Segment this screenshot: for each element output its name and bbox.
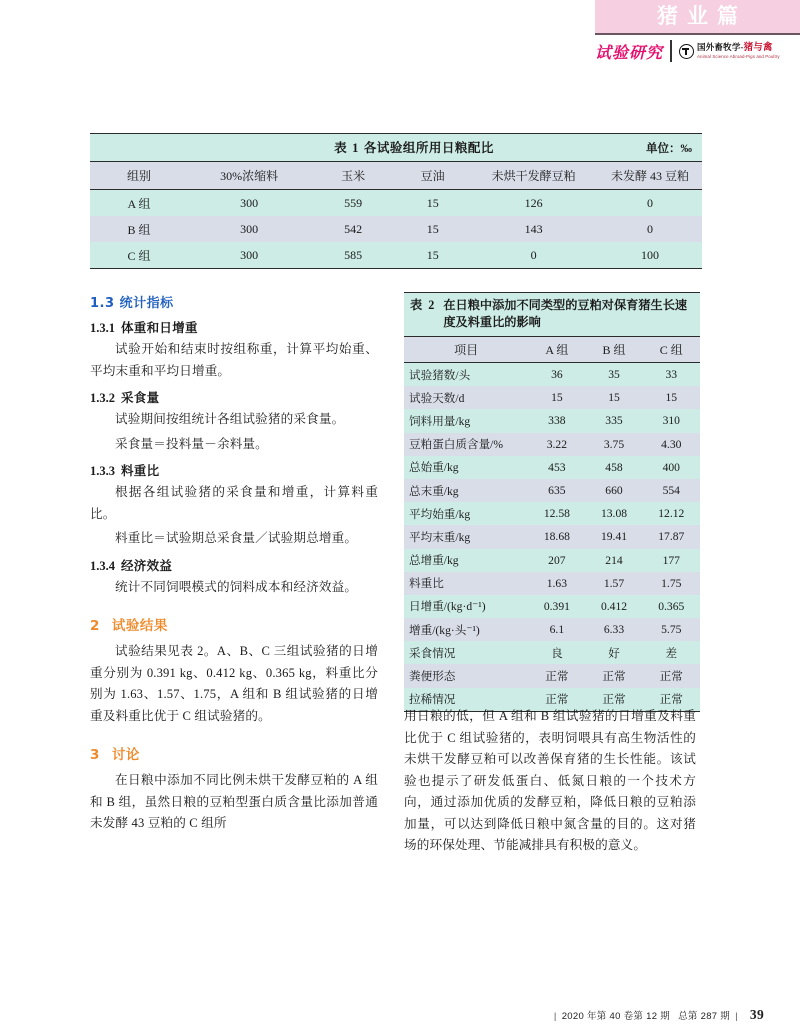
page-footer <box>549 1007 764 1023</box>
table-2-r4-c: 400 <box>643 456 700 479</box>
heading-discussion-number: 3 <box>90 747 100 763</box>
table-1 <box>90 133 702 269</box>
table-2-r5-item: 总末重/kg <box>404 479 528 502</box>
table-2-r14-item: 拉稀情况 <box>404 688 528 712</box>
heading-economics <box>90 556 378 574</box>
table-2-r13-c: 正常 <box>643 664 700 687</box>
table-1-r1-c3: 15 <box>396 216 469 242</box>
section-banner-label: 猪业篇 <box>657 4 747 28</box>
table-2-r2-a: 338 <box>528 409 585 432</box>
table-2-r4-item: 总始重/kg <box>404 456 528 479</box>
table-1-col-undried-fermented: 未烘干发酵豆粕 <box>469 162 598 190</box>
table-1-r2-c3: 15 <box>396 242 469 269</box>
heading-feed-ratio-text: 料重比 <box>121 464 160 478</box>
table-2-label-text: 表 <box>410 298 423 312</box>
table-2-col-group-a: A 组 <box>528 337 585 363</box>
table-1-unit: 单位：‰ <box>646 143 692 155</box>
table-2-r6-c: 12.12 <box>643 502 700 525</box>
table-2-r12-b: 好 <box>585 641 642 664</box>
heading-results-text: 试验结果 <box>111 618 168 634</box>
table-row <box>90 190 702 217</box>
table-2-r9-item: 料重比 <box>404 572 528 595</box>
table-1-container <box>90 133 702 269</box>
heading-discussion <box>90 743 378 763</box>
table-2-r7-a: 18.68 <box>528 525 585 548</box>
table-2-r6-a: 12.58 <box>528 502 585 525</box>
heading-discussion-text: 讨论 <box>111 747 140 763</box>
table-2-r3-a: 3.22 <box>528 433 585 456</box>
journal-subtitle-cn: 猪与禽 <box>743 42 773 53</box>
table-1-r2-c0: C 组 <box>90 242 188 269</box>
heading-economics-number: 1.3.4 <box>90 558 115 573</box>
table-2-r13-b: 正常 <box>585 664 642 687</box>
table-2-container <box>404 292 700 712</box>
table-1-number: 1 <box>352 141 359 155</box>
heading-results <box>90 614 378 634</box>
table-1-col-concentrate: 30%浓缩料 <box>188 162 310 190</box>
table-1-r1-c4: 143 <box>469 216 598 242</box>
table-2-r3-item: 豆粕蛋白质含量/% <box>404 433 528 456</box>
right-text-column <box>404 706 696 860</box>
table-2-r10-c: 0.365 <box>643 595 700 618</box>
table-1-r0-c2: 559 <box>310 190 396 217</box>
table-1-r0-c3: 15 <box>396 190 469 217</box>
table-2-r8-c: 177 <box>643 549 700 572</box>
table-row <box>90 242 702 269</box>
table-2-r3-b: 3.75 <box>585 433 642 456</box>
table-2-body <box>404 363 700 712</box>
table-1-col-group: 组别 <box>90 162 188 190</box>
table-row <box>404 641 700 664</box>
table-row <box>404 502 700 525</box>
heading-feed-intake-text: 采食量 <box>121 391 160 405</box>
table-1-col-corn: 玉米 <box>310 162 396 190</box>
table-row <box>404 549 700 572</box>
journal-name-cn: 国外畜牧学 <box>697 41 741 52</box>
table-2-r12-a: 良 <box>528 641 585 664</box>
heading-weight-gain-number: 1.3.1 <box>90 321 115 335</box>
para-feed-intake: 试验期间按组统计各组试验猪的采食量。 <box>115 412 345 426</box>
table-row <box>404 386 700 409</box>
table-1-r2-c2: 585 <box>310 242 396 269</box>
table-2-r13-a: 正常 <box>528 664 585 687</box>
table-1-r0-c1: 300 <box>188 190 310 217</box>
table-2-r11-a: 6.1 <box>528 618 585 641</box>
table-2-title: 在日粮中添加不同类型的豆粕对保育猪生长速度及料重比的影响 <box>443 298 688 329</box>
table-2-r12-c: 差 <box>643 641 700 664</box>
table-1-r0-c4: 126 <box>469 190 598 217</box>
para-discussion-right: 用日粮的低，但 A 组和 B 组试验猪的日增重及料重比优于 C 组试验猪的，表明饲喂具有高生物活性的未烘干发酵豆粕可以改善保育猪的生长性能。该试验也提示了研发低蛋白、低氮日粮的一个技术方向，通过添加优质的发酵豆粕，降低日粮的豆粕添加量，可以达到降低日粮中氮含量的目的。这对猪场的环保处理、节能减排具有积极的意义。 <box>404 709 696 852</box>
journal-logo-english: Animal Science Abroad-Pigs and Poultry <box>697 53 780 59</box>
table-2-col-item: 项目 <box>404 337 528 363</box>
table-2-col-group-c: C 组 <box>643 337 700 363</box>
para-feed-intake-formula: 采食量＝投料量－余料量。 <box>115 436 268 451</box>
table-2-r8-b: 214 <box>585 549 642 572</box>
table-2-label <box>410 297 434 314</box>
table-2-header-row <box>404 337 700 363</box>
para-feed-ratio: 根据各组试验猪的采食量和增重，计算料重比。 <box>90 485 378 521</box>
heading-statistics-text: 统计指标 <box>119 296 174 311</box>
table-row <box>404 363 700 387</box>
table-1-col-soyoil: 豆油 <box>396 162 469 190</box>
table-2-r7-b: 19.41 <box>585 525 642 548</box>
table-row <box>404 664 700 687</box>
page-number: 39 <box>749 1007 764 1022</box>
table-2-r10-a: 0.391 <box>528 595 585 618</box>
table-2-r4-a: 453 <box>528 456 585 479</box>
journal-logo-chinese <box>697 43 780 54</box>
para-discussion-left: 在日粮中添加不同比例未烘干发酵豆粕的 A 组和 B 组，虽然日粮的豆粕型蛋白质含量比添加普通未发酵 43 豆粕的 C 组所 <box>90 773 378 830</box>
table-1-r2-c5: 100 <box>598 242 702 269</box>
table-2-r12-item: 采食情况 <box>404 641 528 664</box>
section-banner <box>595 0 800 33</box>
left-text-column <box>90 292 378 838</box>
heading-economics-text: 经济效益 <box>121 558 173 573</box>
table-row <box>404 618 700 641</box>
table-2-r1-a: 15 <box>528 386 585 409</box>
heading-feed-ratio-number: 1.3.3 <box>90 464 115 478</box>
table-2-r9-a: 1.63 <box>528 572 585 595</box>
table-1-r0-c0: A 组 <box>90 190 188 217</box>
table-2-r9-b: 1.57 <box>585 572 642 595</box>
table-2-col-group-b: B 组 <box>585 337 642 363</box>
table-1-r1-c5: 0 <box>598 216 702 242</box>
journal-logo <box>679 43 780 59</box>
table-2-r7-item: 平均末重/kg <box>404 525 528 548</box>
heading-feed-intake <box>90 388 378 406</box>
heading-weight-gain <box>90 318 378 336</box>
vertical-divider <box>670 40 672 62</box>
table-row <box>404 572 700 595</box>
table-2-caption <box>404 292 700 337</box>
table-2-r1-item: 试验天数/d <box>404 386 528 409</box>
heading-feed-ratio <box>90 461 378 479</box>
masthead-divider-rule <box>595 33 800 35</box>
table-2-r13-item: 粪便形态 <box>404 664 528 687</box>
table-1-title: 各试验组所用日粮配比 <box>363 141 494 155</box>
journal-emblem-icon <box>679 44 694 59</box>
table-1-caption-cell <box>90 134 702 162</box>
table-2-r6-b: 13.08 <box>585 502 642 525</box>
logo-dash: - <box>740 41 744 52</box>
column-title: 试验研究 <box>595 42 664 62</box>
heading-feed-intake-number: 1.3.2 <box>90 391 115 405</box>
table-2-r14-a: 正常 <box>528 688 585 712</box>
table-2-r3-c: 4.30 <box>643 433 700 456</box>
table-2-r5-c: 554 <box>643 479 700 502</box>
table-2-r5-a: 635 <box>528 479 585 502</box>
table-1-header-row <box>90 162 702 190</box>
table-1-label: 表 <box>334 141 348 155</box>
table-2-r8-item: 总增重/kg <box>404 549 528 572</box>
table-1-r0-c5: 0 <box>598 190 702 217</box>
table-1-caption-row <box>90 134 702 162</box>
heading-weight-gain-text: 体重和日增重 <box>121 321 198 335</box>
footer-bar-left: | <box>553 1011 557 1022</box>
table-row <box>404 433 700 456</box>
table-2-r2-item: 饲料用量/kg <box>404 409 528 432</box>
table-2 <box>404 337 700 712</box>
table-2-r10-item: 日增重/(kg·d⁻¹) <box>404 595 528 618</box>
footer-serial: 总第 287 期 <box>678 1011 731 1022</box>
heading-statistics-number: 1.3 <box>90 296 115 311</box>
table-row <box>404 595 700 618</box>
para-economics: 统计不同饲喂模式的饲料成本和经济效益。 <box>115 579 358 594</box>
table-2-r2-c: 310 <box>643 409 700 432</box>
table-1-r1-c0: B 组 <box>90 216 188 242</box>
footer-issue: 2020 年第 40 卷第 12 期 <box>561 1011 671 1022</box>
table-2-r1-c: 15 <box>643 386 700 409</box>
para-feed-ratio-formula: 料重比＝试验期总采食量／试验期总增重。 <box>115 531 358 545</box>
table-2-r11-b: 6.33 <box>585 618 642 641</box>
table-2-number: 2 <box>428 298 435 312</box>
table-2-r0-c: 33 <box>643 363 700 387</box>
table-2-r14-b: 正常 <box>585 688 642 712</box>
table-2-r11-item: 增重/(kg·头⁻¹) <box>404 618 528 641</box>
table-2-r8-a: 207 <box>528 549 585 572</box>
para-results: 试验结果见表 2。A、B、C 三组试验猪的日增重分别为 0.391 kg、0.412 kg、0.365 kg，料重比分别为 1.63、1.57、1.75，A 组和 B 组试验猪的日增重及料重比优于 C 组试验猪的。 <box>90 644 378 723</box>
para-weight-gain: 试验开始和结束时按组称重，计算平均始重、平均末重和平均日增重。 <box>90 342 378 378</box>
table-2-r0-item: 试验猪数/头 <box>404 363 528 387</box>
table-1-r2-c4: 0 <box>469 242 598 269</box>
masthead-lower <box>595 36 800 66</box>
table-2-r5-b: 660 <box>585 479 642 502</box>
table-row <box>404 409 700 432</box>
table-2-r11-c: 5.75 <box>643 618 700 641</box>
table-row <box>404 479 700 502</box>
table-row <box>404 456 700 479</box>
table-row <box>404 525 700 548</box>
table-row <box>90 216 702 242</box>
table-1-r1-c1: 300 <box>188 216 310 242</box>
table-1-caption <box>190 138 638 156</box>
table-2-r10-b: 0.412 <box>585 595 642 618</box>
footer-bar-right: | <box>735 1011 738 1022</box>
table-1-col-unfermented43: 未发酵 43 豆粕 <box>598 162 702 190</box>
table-2-r1-b: 15 <box>585 386 642 409</box>
table-2-r7-c: 17.87 <box>643 525 700 548</box>
masthead <box>0 0 800 78</box>
table-2-r2-b: 335 <box>585 409 642 432</box>
table-2-r0-b: 35 <box>585 363 642 387</box>
table-2-r6-item: 平均始重/kg <box>404 502 528 525</box>
table-2-r14-c: 正常 <box>643 688 700 712</box>
table-1-r2-c1: 300 <box>188 242 310 269</box>
table-2-r9-c: 1.75 <box>643 572 700 595</box>
heading-results-number: 2 <box>90 618 100 634</box>
table-2-r4-b: 458 <box>585 456 642 479</box>
table-2-r0-a: 36 <box>528 363 585 387</box>
heading-statistics <box>90 292 378 311</box>
table-1-r1-c2: 542 <box>310 216 396 242</box>
table-1-body <box>90 190 702 269</box>
